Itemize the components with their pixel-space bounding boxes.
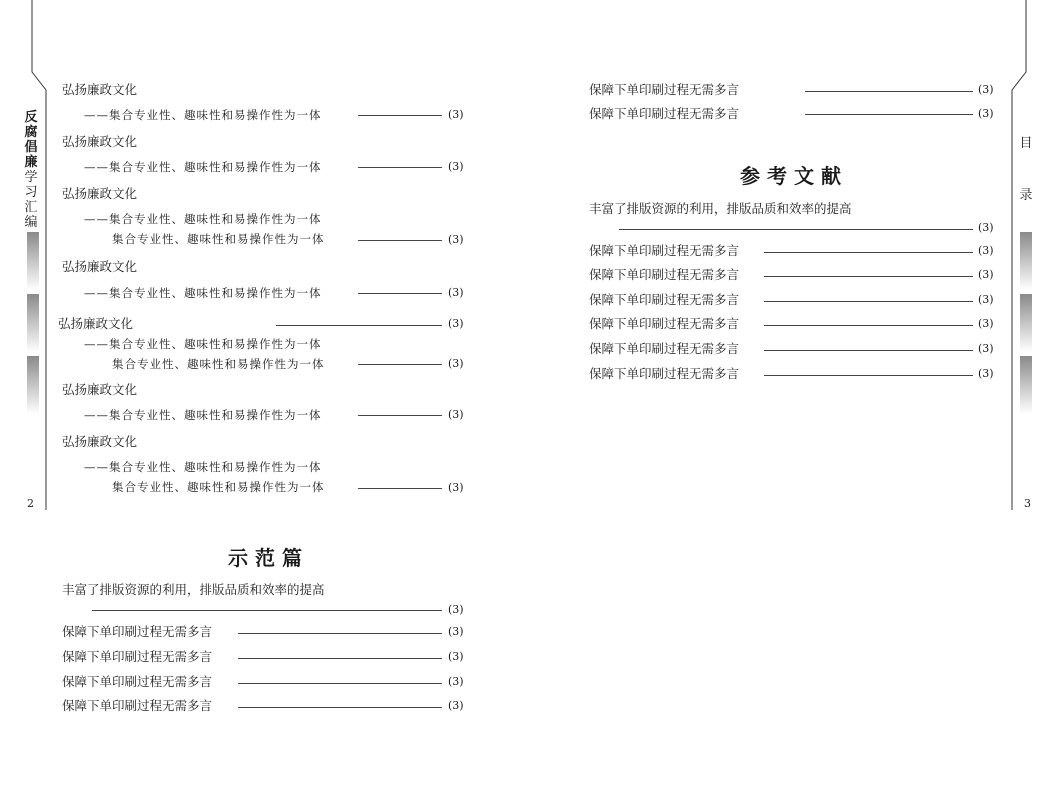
toc-side-label	[1018, 118, 1034, 222]
left-gradient-bar-2	[27, 294, 39, 352]
leader-line	[358, 240, 442, 241]
toc-entry-title: 弘扬廉政文化	[62, 82, 138, 97]
leader-line	[358, 415, 442, 416]
leader-line	[358, 115, 442, 116]
list-item: 保障下单印刷过程无需多言	[589, 267, 740, 282]
leader-line	[805, 114, 973, 115]
section-heading: 参考文献	[740, 164, 848, 188]
left-page-number: 2	[27, 497, 34, 510]
leader-line	[358, 364, 442, 365]
toc-label-char-2: 录	[1019, 188, 1033, 203]
page-ref: (3)	[448, 625, 464, 638]
list-item: 保障下单印刷过程无需多言	[62, 649, 213, 664]
leader-line	[764, 276, 973, 277]
list-item: 保障下单印刷过程无需多言	[589, 366, 740, 381]
leader-line	[764, 375, 973, 376]
toc-entry-subtitle: ——集合专业性、趣味性和易操作性为一体	[84, 286, 322, 300]
book-title-bold: 反腐倡廉	[24, 110, 38, 170]
leader-line	[764, 252, 973, 253]
leader-line	[358, 293, 442, 294]
page-ref: (3)	[448, 233, 464, 246]
page-ref: (3)	[978, 83, 994, 96]
page-ref: (3)	[978, 342, 994, 355]
page-ref: (3)	[978, 244, 994, 257]
toc-entry-title: 弘扬廉政文化	[62, 186, 138, 201]
toc-entry-subtitle: ——集合专业性、趣味性和易操作性为一体	[84, 108, 322, 122]
list-item: 保障下单印刷过程无需多言	[62, 674, 213, 689]
list-item: 保障下单印刷过程无需多言	[589, 292, 740, 307]
page-ref: (3)	[448, 699, 464, 712]
toc-entry-title: 弘扬廉政文化	[62, 134, 138, 149]
toc-entry-subtitle: ——集合专业性、趣味性和易操作性为一体	[84, 408, 322, 422]
toc-entry-title: 弘扬廉政文化	[62, 434, 138, 449]
list-item: 保障下单印刷过程无需多言	[589, 106, 740, 121]
toc-entry-title: 弘扬廉政文化	[58, 316, 134, 331]
toc-entry-subtitle-continued: 集合专业性、趣味性和易操作性为一体	[112, 480, 325, 494]
book-side-title	[22, 110, 40, 230]
page-ref: (3)	[978, 221, 994, 234]
toc-entry-subtitle: ——集合专业性、趣味性和易操作性为一体	[84, 337, 322, 351]
toc-entry-subtitle: ——集合专业性、趣味性和易操作性为一体	[84, 160, 322, 174]
list-item: 保障下单印刷过程无需多言	[589, 243, 740, 258]
leader-line	[358, 167, 442, 168]
page-ref: (3)	[448, 603, 464, 616]
left-gradient-bar-3	[27, 356, 39, 414]
right-gradient-bar-1	[1020, 232, 1032, 290]
leader-line	[619, 229, 973, 230]
page-ref: (3)	[978, 293, 994, 306]
page-ref: (3)	[978, 268, 994, 281]
right-gradient-bar-3	[1020, 356, 1032, 414]
page-ref: (3)	[448, 481, 464, 494]
section-intro: 丰富了排版资源的利用，排版品质和效率的提高	[62, 582, 325, 597]
toc-entry-title: 弘扬廉政文化	[62, 259, 138, 274]
leader-line	[805, 91, 973, 92]
toc-label-char-1: 目	[1019, 136, 1033, 151]
page-ref: (3)	[448, 675, 464, 688]
leader-line	[764, 350, 973, 351]
toc-entry-subtitle-continued: 集合专业性、趣味性和易操作性为一体	[112, 232, 325, 246]
page-ref: (3)	[448, 408, 464, 421]
page-ref: (3)	[448, 286, 464, 299]
leader-line	[764, 325, 973, 326]
list-item: 保障下单印刷过程无需多言	[62, 624, 213, 639]
leader-line	[238, 658, 442, 659]
list-item: 保障下单印刷过程无需多言	[589, 316, 740, 331]
page-ref: (3)	[978, 367, 994, 380]
right-page-number: 3	[1024, 497, 1031, 510]
leader-line	[238, 633, 442, 634]
leader-line	[764, 301, 973, 302]
page-ref: (3)	[978, 107, 994, 120]
leader-line	[358, 488, 442, 489]
right-gradient-bar-2	[1020, 294, 1032, 352]
list-item: 保障下单印刷过程无需多言	[589, 341, 740, 356]
section-intro: 丰富了排版资源的利用，排版品质和效率的提高	[589, 201, 852, 216]
section-heading: 示范篇	[228, 546, 309, 570]
leader-line	[238, 707, 442, 708]
page-ref: (3)	[448, 357, 464, 370]
list-item: 保障下单印刷过程无需多言	[589, 82, 740, 97]
page-ref: (3)	[448, 650, 464, 663]
toc-entry-subtitle: ——集合专业性、趣味性和易操作性为一体	[84, 212, 322, 226]
leader-line	[238, 683, 442, 684]
leader-line	[276, 325, 442, 326]
toc-entry-subtitle-continued: 集合专业性、趣味性和易操作性为一体	[112, 357, 325, 371]
toc-entry-title: 弘扬廉政文化	[62, 382, 138, 397]
page-ref: (3)	[448, 160, 464, 173]
list-item: 保障下单印刷过程无需多言	[62, 698, 213, 713]
page-ref: (3)	[448, 108, 464, 121]
toc-entry-subtitle: ——集合专业性、趣味性和易操作性为一体	[84, 460, 322, 474]
page-ref: (3)	[448, 317, 464, 330]
page-ref: (3)	[978, 317, 994, 330]
book-title-rest: 学习汇编	[24, 170, 38, 230]
leader-line	[92, 610, 442, 611]
left-gradient-bar-1	[27, 232, 39, 290]
